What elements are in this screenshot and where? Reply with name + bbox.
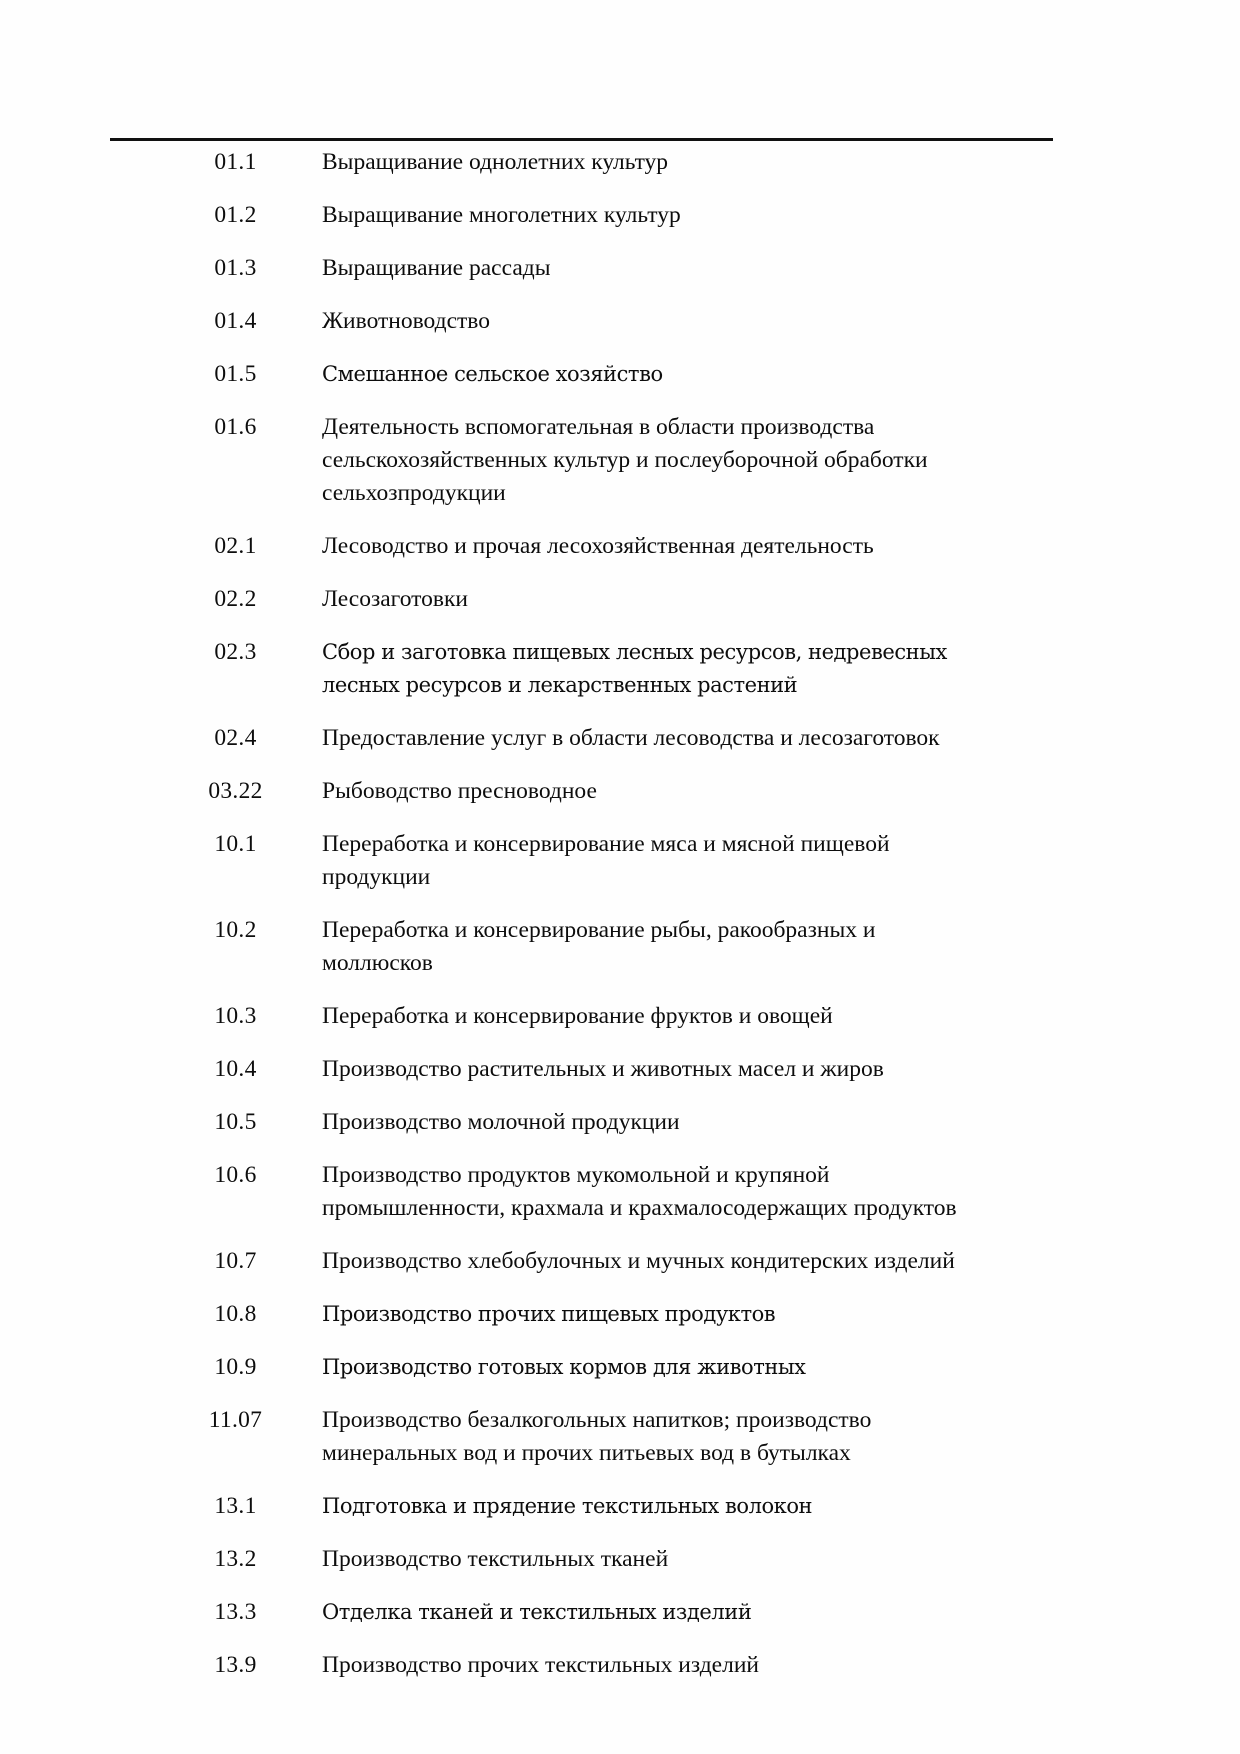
classifier-entry-row	[0, 722, 1240, 755]
description-line: Переработка и консервирование фруктов и овощей	[322, 1003, 833, 1029]
classifier-entry-row	[0, 252, 1240, 285]
classifier-code: 02.4	[214, 725, 257, 751]
classifier-code: 10.4	[214, 1056, 257, 1082]
classifier-code: 10.1	[214, 831, 257, 857]
classifier-entry-row	[0, 583, 1240, 616]
description-line: Предоставление услуг в области лесоводства и лесозаготовок	[322, 725, 940, 751]
classifier-code: 01.1	[214, 149, 257, 175]
classifier-entry-row	[0, 1000, 1240, 1033]
description-line: Производство текстильных тканей	[322, 1546, 669, 1572]
classifier-description	[322, 1106, 982, 1139]
classifier-code: 13.9	[214, 1652, 257, 1678]
description-line: Производство растительных и животных масел и жиров	[322, 1056, 884, 1082]
classifier-entry-row	[0, 1053, 1240, 1086]
description-line: Животноводство	[322, 308, 490, 334]
description-line: Переработка и консервирование рыбы, ракообразных и	[322, 917, 876, 943]
classifier-description	[322, 1404, 982, 1470]
classifier-code: 11.07	[208, 1407, 263, 1433]
classifier-entry-row	[0, 530, 1240, 563]
description-line: Выращивание рассады	[322, 255, 551, 281]
description-line: минеральных вод и прочих питьевых вод в бутылках	[322, 1440, 851, 1466]
description-line: Лесоводство и прочая лесохозяйственная деятельность	[322, 533, 874, 559]
classifier-description	[322, 199, 982, 232]
classifier-description	[322, 252, 982, 285]
classifier-entry-row	[0, 914, 1240, 980]
classifier-code: 01.6	[214, 414, 257, 440]
classifier-description	[322, 1245, 982, 1278]
description-line: Производство молочной продукции	[322, 1109, 680, 1135]
classifier-code: 02.1	[214, 533, 257, 559]
classifier-description	[322, 1490, 982, 1523]
classifier-code: 10.2	[214, 917, 257, 943]
description-line: сельскохозяйственных культур и послеуборочной обработки	[322, 447, 928, 473]
description-line: лесных ресурсов и лекарственных растений	[322, 673, 798, 697]
classifier-description	[322, 146, 982, 179]
classifier-description	[322, 1000, 982, 1033]
classifier-description	[322, 828, 982, 894]
classifier-code: 01.5	[214, 361, 257, 387]
classifier-code: 10.8	[214, 1301, 257, 1327]
classifier-code: 02.2	[214, 586, 257, 612]
description-line: Производство прочих пищевых продуктов	[322, 1302, 776, 1326]
classifier-description	[322, 636, 982, 702]
classifier-code: 01.2	[214, 202, 257, 228]
description-line: сельхозпродукции	[322, 480, 506, 506]
classifier-code: 02.3	[214, 639, 257, 665]
description-line: Смешанное сельское хозяйство	[322, 362, 663, 386]
description-line: промышленности, крахмала и крахмалосодержащих продуктов	[322, 1195, 957, 1221]
classifier-code: 10.6	[214, 1162, 257, 1188]
header-horizontal-rule	[110, 138, 1053, 141]
classifier-code: 13.2	[214, 1546, 257, 1572]
classifier-code: 13.3	[214, 1599, 257, 1625]
classifier-code: 10.3	[214, 1003, 257, 1029]
description-line: Подготовка и прядение текстильных волокон	[322, 1494, 813, 1518]
classifier-entry-row	[0, 1543, 1240, 1576]
classifier-entry-row	[0, 305, 1240, 338]
classifier-description	[322, 1351, 982, 1384]
description-line: Производство прочих текстильных изделий	[322, 1652, 759, 1678]
classifier-entry-list	[0, 146, 1240, 1702]
classifier-code: 03.22	[208, 778, 263, 804]
classifier-entry-row	[0, 199, 1240, 232]
classifier-entry-row	[0, 358, 1240, 391]
classifier-entry-row	[0, 1298, 1240, 1331]
classifier-entry-row	[0, 1106, 1240, 1139]
description-line: Лесозаготовки	[322, 586, 468, 612]
description-line: Рыбоводство пресноводное	[322, 778, 597, 804]
classifier-description	[322, 530, 982, 563]
description-line: Производство безалкогольных напитков; производство	[322, 1407, 872, 1433]
classifier-entry-row	[0, 636, 1240, 702]
description-line: Переработка и консервирование мяса и мясной пищевой	[322, 831, 890, 857]
classifier-entry-row	[0, 828, 1240, 894]
classifier-entry-row	[0, 146, 1240, 179]
classifier-entry-row	[0, 411, 1240, 510]
description-line: моллюсков	[322, 950, 433, 976]
description-line: Деятельность вспомогательная в области производства	[322, 414, 875, 440]
classifier-code: 01.3	[214, 255, 257, 281]
classifier-description	[322, 583, 982, 616]
description-line: Выращивание многолетних культур	[322, 202, 681, 228]
classifier-code: 10.7	[214, 1248, 257, 1274]
classifier-code: 10.9	[214, 1354, 257, 1380]
classifier-entry-row	[0, 1245, 1240, 1278]
classifier-description	[322, 1596, 982, 1629]
classifier-description	[322, 1543, 982, 1576]
classifier-description	[322, 411, 982, 510]
classifier-entry-row	[0, 1649, 1240, 1682]
classifier-description	[322, 1649, 982, 1682]
description-line: Производство хлебобулочных и мучных кондитерских изделий	[322, 1248, 955, 1274]
classifier-description	[322, 914, 982, 980]
classifier-description	[322, 305, 982, 338]
description-line: Выращивание однолетних культур	[322, 149, 669, 175]
classifier-description	[322, 1159, 982, 1225]
classifier-code: 01.4	[214, 308, 257, 334]
classifier-code: 13.1	[214, 1493, 257, 1519]
description-line: Производство готовых кормов для животных	[322, 1355, 806, 1379]
description-line: Производство продуктов мукомольной и крупяной	[322, 1162, 830, 1188]
classifier-code: 10.5	[214, 1109, 257, 1135]
description-line: Сбор и заготовка пищевых лесных ресурсов, недревесных	[322, 640, 947, 664]
classifier-entry-row	[0, 1351, 1240, 1384]
classifier-description	[322, 1053, 982, 1086]
classifier-description	[322, 722, 982, 755]
classifier-description	[322, 1298, 982, 1331]
classifier-description	[322, 775, 982, 808]
description-line: Отделка тканей и текстильных изделий	[322, 1600, 752, 1624]
classifier-entry-row	[0, 775, 1240, 808]
classifier-entry-row	[0, 1490, 1240, 1523]
classifier-entry-row	[0, 1159, 1240, 1225]
classifier-entry-row	[0, 1404, 1240, 1470]
description-line: продукции	[322, 864, 431, 890]
classifier-entry-row	[0, 1596, 1240, 1629]
classifier-description	[322, 358, 982, 391]
